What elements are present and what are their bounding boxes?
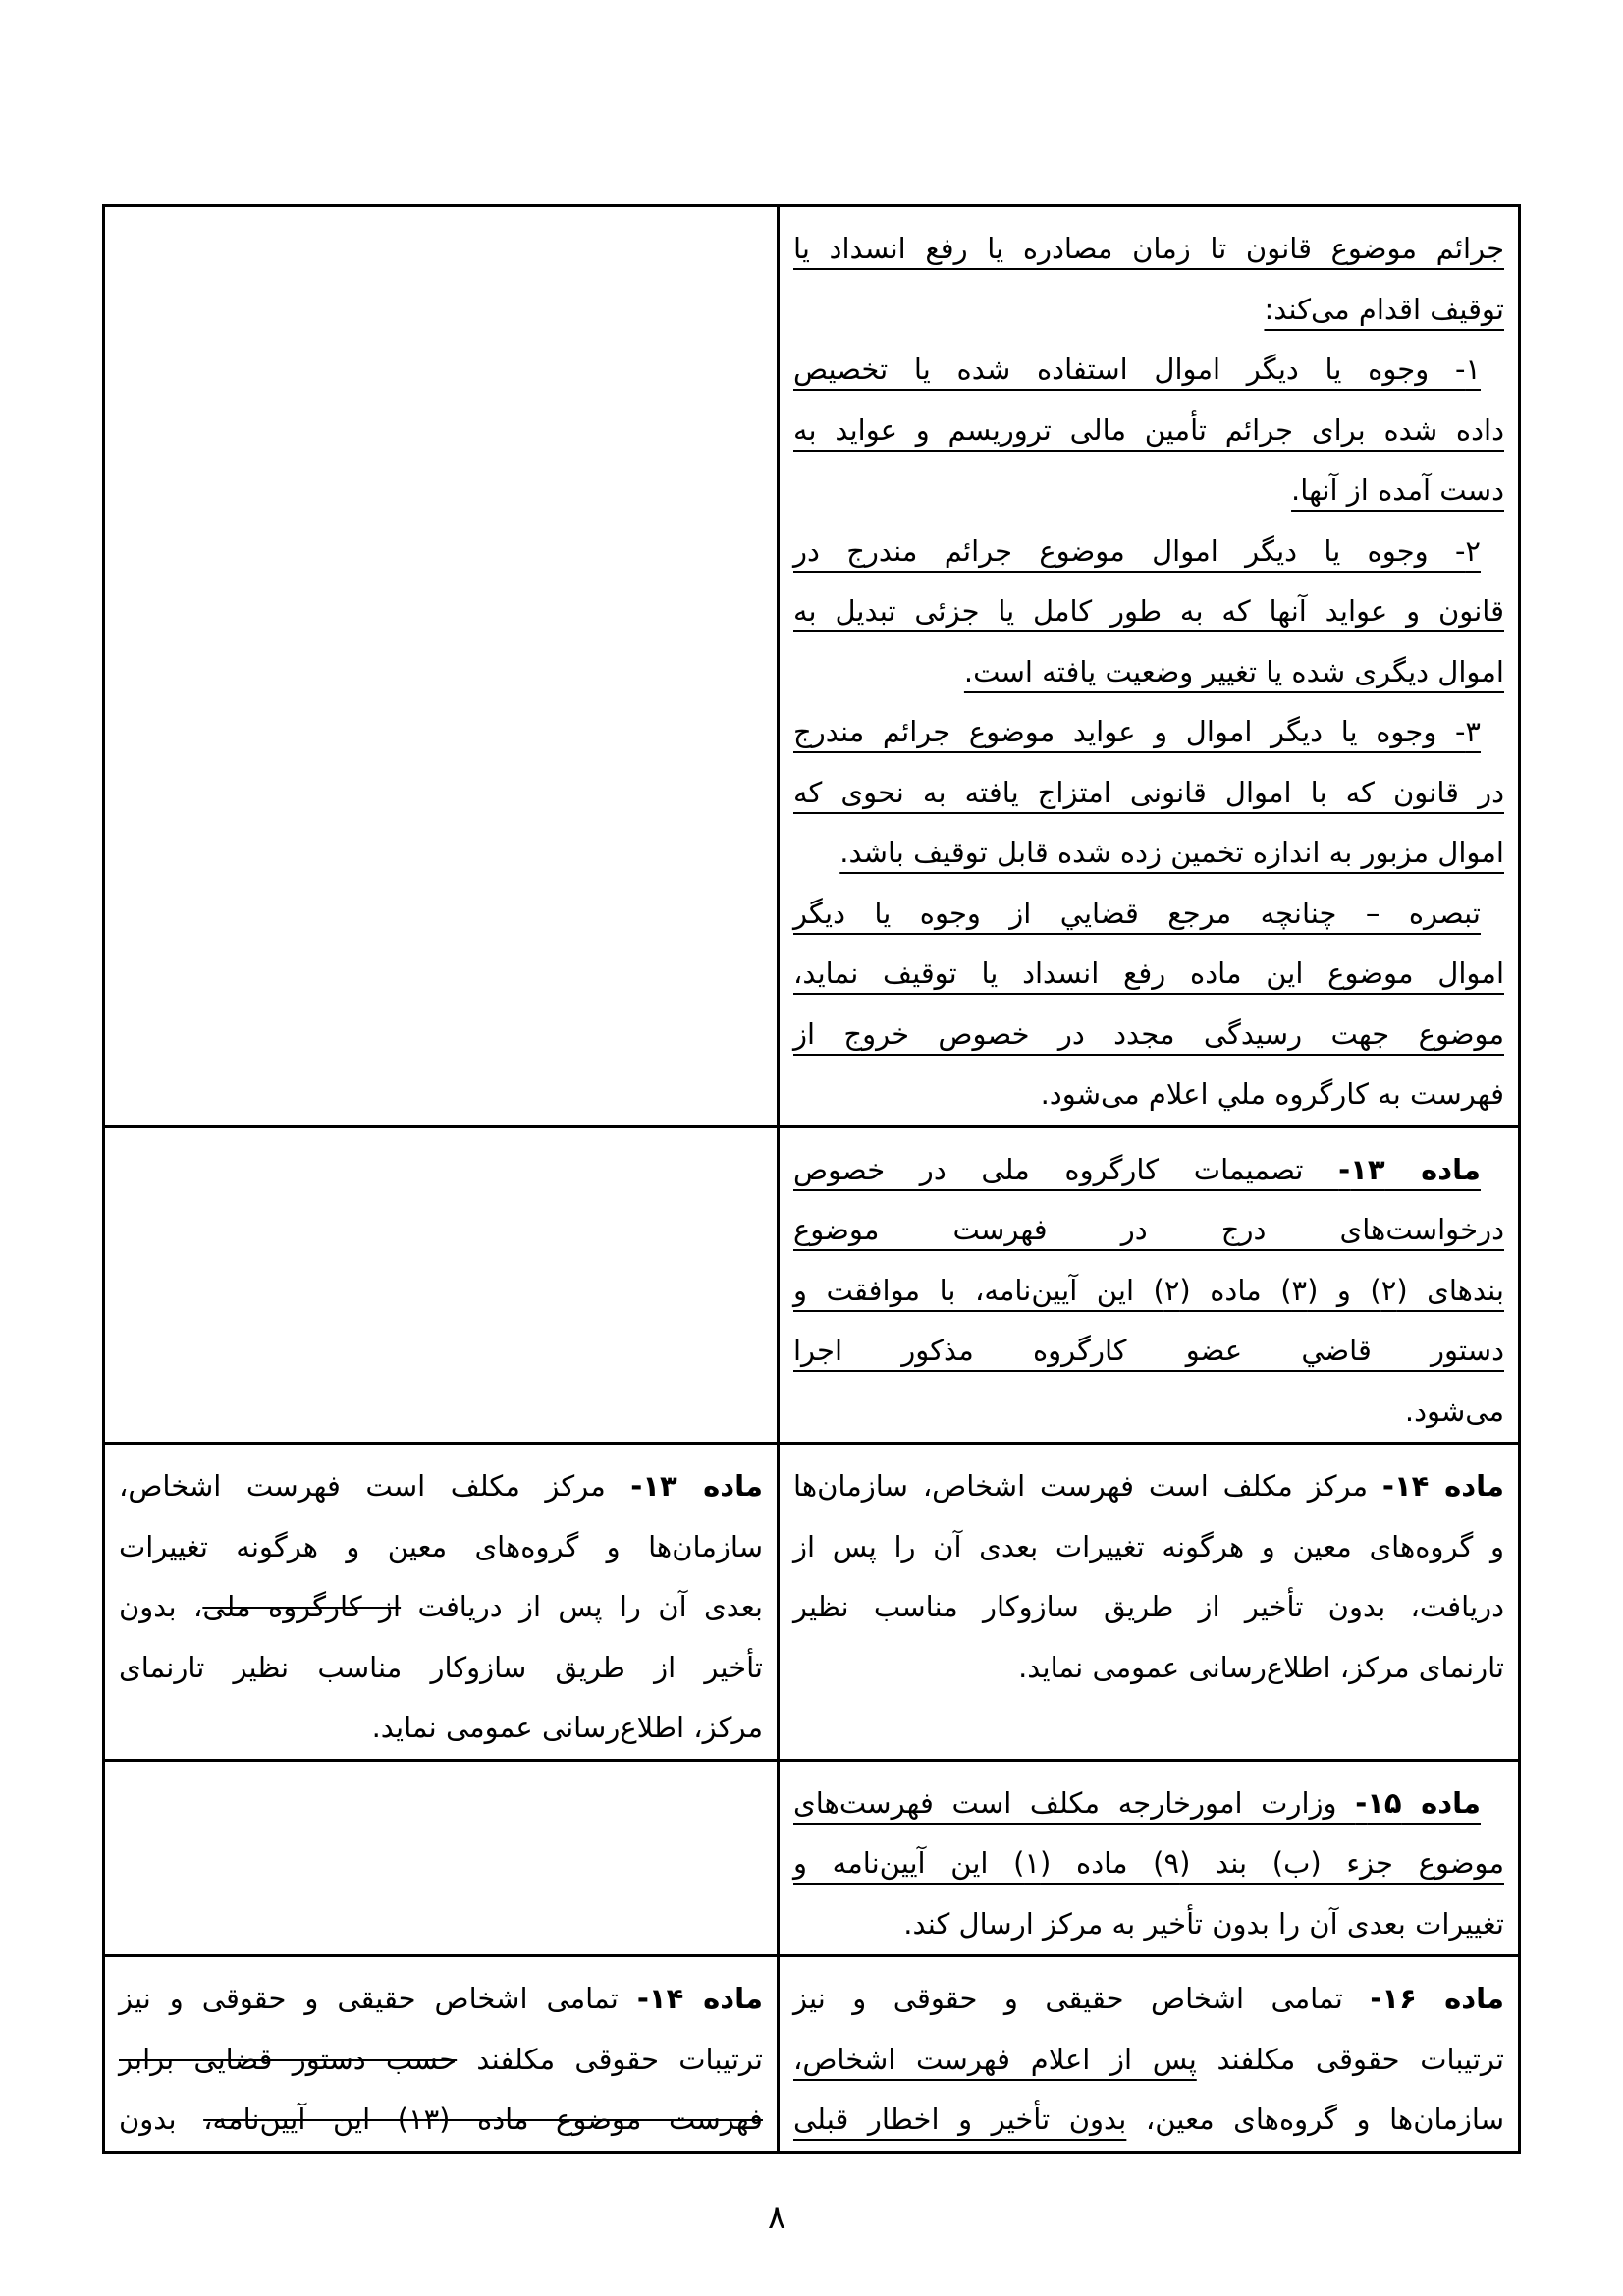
left-cell: [104, 1444, 779, 1761]
line-text: ۳- وجوه یا دیگر اموال و عواید موضوع جرائم مندرج: [793, 715, 1481, 748]
line-text: ترتیبات حقوقی مکلفند: [457, 2042, 764, 2076]
text-line: [793, 1577, 1504, 1638]
line-text: داده شده برای جرائم تأمین مالی تروریسم و عواید به: [793, 412, 1504, 447]
line-text: اموال مزبور به اندازه تخمین زده شده قابل توقیف باشد.: [839, 836, 1504, 869]
line-text: اموال موضوع این ماده رفع انسداد یا توقیف نماید،: [793, 957, 1504, 990]
text-line: [793, 461, 1504, 521]
article-label: ماده ۱۴-: [1381, 1469, 1504, 1503]
left-cell-empty: [104, 1126, 779, 1444]
text-line: [119, 2090, 763, 2151]
text-line: [793, 1261, 1504, 1322]
line-text: سازمان‌ها و گروه‌های معین و هرگونه تغییرات: [119, 1529, 763, 1563]
text-line: [793, 1321, 1504, 1382]
text-line: [793, 401, 1504, 462]
text-line: [793, 1005, 1504, 1066]
line-text: تغییرات بعدی آن را بدون تأخیر به مرکز ارسال کند.: [903, 1906, 1504, 1941]
text-line: [793, 1382, 1504, 1443]
line-text: تمامی اشخاص حقیقی و حقوقی و نیز: [119, 1982, 637, 2015]
article-label: ماده ۱۴-: [636, 1982, 763, 2015]
article-label: ماده ۱۵-: [1355, 1785, 1481, 1820]
line-text: و گروه‌های معین و هرگونه تغییرات بعدی آن را پس از: [793, 1529, 1504, 1563]
underlined-text: بدون تأخیر و اخطار قبلی: [793, 2103, 1127, 2136]
line-text: تصمیمات کارگروه ملی در خصوص: [793, 1152, 1339, 1186]
text-line: [793, 1638, 1504, 1699]
text-line: [793, 1774, 1504, 1834]
left-cell-empty: [104, 206, 779, 1127]
text-line: [793, 1517, 1504, 1578]
table-row: [104, 1956, 1520, 2153]
line-text: تأخیر از طریق سازوکار مناسب نظیر تارنمای: [119, 1650, 763, 1684]
struck-text: فهرست موضوع ماده (۱۳) این آیین‌نامه،: [203, 2103, 763, 2136]
right-cell: [779, 206, 1520, 1127]
line-text: ترتیبات حقوقی مکلفند: [1196, 2042, 1505, 2076]
right-cell: [779, 1760, 1520, 1956]
text-line: [793, 1894, 1504, 1955]
line-text: مرکز، اطلاع‌رسانی عمومی نماید.: [371, 1711, 763, 1744]
struck-text: از کارگروه ملی: [202, 1590, 402, 1623]
line-text: موضوع جهت رسیدگی مجدد در خصوص خروج از: [793, 1016, 1504, 1051]
text-line: [793, 1456, 1504, 1517]
text-line: [119, 1456, 763, 1517]
line-text: ۱- وجوه یا دیگر اموال استفاده شده یا تخصیص: [793, 353, 1481, 386]
text-line: [793, 581, 1504, 642]
text-line: [793, 2090, 1504, 2151]
struck-text: حسب دستور قضایی برابر: [119, 2042, 458, 2076]
line-text: تمامی اشخاص حقیقی و حقوقی و نیز: [793, 1982, 1371, 2015]
text-line: [793, 280, 1504, 341]
text-line: [793, 823, 1504, 884]
line-text: جرائم موضوع قانون تا زمان مصادره یا رفع انسداد یا: [793, 232, 1504, 265]
line-text: بندهای (۲) و (۳) ماده (۲) این آیین‌نامه، با موافقت و: [793, 1273, 1504, 1307]
table-row: [104, 1126, 1520, 1444]
line-text: وزارت امورخارجه مکلف است فهرست‌های: [793, 1785, 1356, 1820]
text-line: [793, 1065, 1504, 1125]
text-line: [119, 1577, 763, 1638]
line-text: دستور قاضي عضو کارگروه مذکور اجرا: [793, 1334, 1504, 1367]
line-text: سازمان‌ها و گروه‌های معین،: [1126, 2103, 1505, 2136]
text-line: [793, 1200, 1504, 1261]
right-cell: [779, 1126, 1520, 1444]
line-text: بدون: [119, 2103, 204, 2136]
comparison-table: [102, 204, 1521, 2154]
line-text: مرکز مکلف است فهرست اشخاص، سازمان‌ها: [793, 1469, 1382, 1503]
text-line: [119, 1698, 763, 1759]
left-cell-empty: [104, 1760, 779, 1956]
text-line: [119, 1517, 763, 1578]
article-label: ماده ۱۳-: [1338, 1152, 1481, 1186]
text-line: [793, 521, 1504, 582]
table-row: [104, 1760, 1520, 1956]
line-text: ، بدون: [119, 1590, 203, 1623]
text-line: [793, 219, 1504, 280]
text-line: [793, 1833, 1504, 1894]
right-cell: [779, 1444, 1520, 1761]
article-label: ماده ۱۶-: [1370, 1982, 1504, 2015]
line-text: دست آمده از آنها.: [1291, 473, 1504, 507]
text-line: [793, 702, 1504, 763]
line-text: قانون و عواید آنها که به طور کامل یا جزئی تبدیل به: [793, 594, 1504, 628]
line-text: اموال دیگری شده یا تغییر وضعیت یافته است.: [963, 654, 1504, 688]
table-row: [104, 206, 1520, 1127]
line-text: بعدی آن را پس از دریافت: [401, 1590, 763, 1623]
line-text: می‌شود.: [1404, 1394, 1504, 1428]
line-text: در قانون که با اموال قانونی امتزاج یافته به نحوی که: [793, 775, 1504, 809]
text-line: [793, 2030, 1504, 2091]
underlined-text: پس از اعلام فهرست اشخاص،: [793, 2042, 1197, 2076]
text-line: [793, 340, 1504, 401]
line-text: تارنمای مرکز، اطلاع‌رسانی عمومی نماید.: [1018, 1650, 1504, 1684]
line-text: موضوع جزء (ب) بند (۹) ماده (۱) این آیین‌نامه و: [793, 1846, 1504, 1880]
line-text: دریافت، بدون تأخیر از طریق سازوکار مناسب نظیر: [793, 1590, 1504, 1623]
text-line: [119, 2030, 763, 2091]
line-text: درخواست‌های درج در فهرست موضوع: [793, 1213, 1504, 1246]
line-text: توقیف اقدام می‌کند:: [1264, 292, 1504, 326]
line-text: ۲- وجوه یا دیگر اموال موضوع جرائم مندرج در: [793, 533, 1481, 568]
text-line: [793, 1140, 1504, 1201]
article-label: ماده ۱۳-: [630, 1469, 763, 1503]
text-line: [793, 944, 1504, 1005]
text-line: [119, 1969, 763, 2030]
text-line: [793, 1969, 1504, 2030]
left-cell: [104, 1956, 779, 2153]
text-line: [793, 884, 1504, 945]
line-text: فهرست به کارگروه ملي اعلام می‌شود.: [1040, 1077, 1504, 1111]
text-line: [793, 642, 1504, 703]
right-cell: [779, 1956, 1520, 2153]
page-number: ۸: [768, 2198, 786, 2237]
line-text: تبصره – چنانچه مرجع قضایي از وجوه یا دیگر: [793, 896, 1481, 930]
text-line: [119, 1638, 763, 1699]
table-row: [104, 1444, 1520, 1761]
line-text: مرکز مکلف است فهرست اشخاص،: [119, 1469, 631, 1503]
text-line: [793, 763, 1504, 824]
